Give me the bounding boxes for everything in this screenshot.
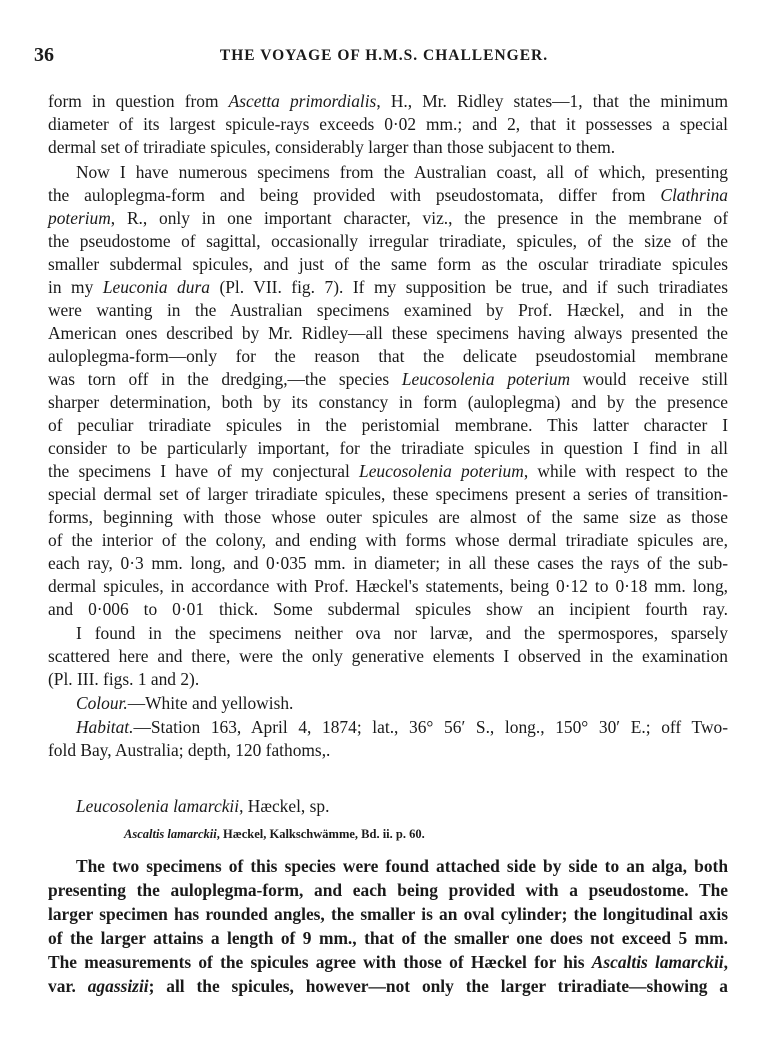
text-line: smaller subdermal spicules, and just of the same form as the oscular triradiate spicules: [48, 254, 728, 274]
text-line: was torn off in the dredging,—the species Leucosolenia poterium would receive still: [48, 369, 728, 389]
text-line: diameter of its largest spicule-rays exceeds 0·02 mm.; and 2, that it possesses a special: [48, 114, 728, 134]
text-line: larger specimen has rounded angles, the smaller is an oval cylinder; the longitudinal axis: [48, 904, 728, 924]
text-line: dermal set of triradiate spicules, considerably larger than those subjacent to them.: [48, 137, 616, 157]
text-line: the pseudostome of sagittal, occasionally irregular triradiate, spicules, of the size of the: [48, 231, 728, 251]
text-line: and 0·006 to 0·01 thick. Some subdermal spicules show an incipient fourth ray.: [48, 599, 728, 619]
synonym-ref: , Hæckel, Kalkschwämme, Bd. ii. p. 60.: [216, 827, 425, 841]
text-line: The two specimens of this species were found attached side by side to an alga, both: [76, 856, 728, 876]
synonym-name: Ascaltis lamarckii: [124, 827, 217, 841]
colour-line: [76, 692, 728, 715]
text-line: poterium, R., only in one important character, viz., the presence in the membrane of: [48, 208, 728, 228]
text-line: var. agassizii; all the spicules, however—not only the larger triradiate—showing a: [48, 976, 728, 996]
text-line: Now I have numerous specimens from the Australian coast, all of which, presenting: [76, 162, 728, 182]
text-line: auloplegma-form—only for the reason that the delicate pseudostomial membrane: [48, 346, 728, 366]
text-line: consider to be particularly important, for the triradiate spicules in question I find in all: [48, 438, 728, 458]
text-line: scattered here and there, were the only generative elements I observed in the examination: [48, 646, 728, 666]
text-line: each ray, 0·3 mm. long, and 0·035 mm. in diameter; in all these cases the rays of the sub-: [48, 553, 728, 573]
habitat-label: Habitat.: [76, 717, 134, 737]
habitat-line-2: fold Bay, Australia; depth, 120 fathoms,.: [48, 740, 331, 760]
species-heading: [76, 796, 329, 817]
colour-text: —White and yellowish.: [127, 693, 294, 713]
habitat-text: —Station 163, April 4, 1874; lat., 36° 56′ S., long., 150° 30′ E.; off Two-: [133, 717, 728, 737]
text-line: of the larger attains a length of 9 mm., that of the smaller one does not exceed 5 mm.: [48, 928, 728, 948]
running-title: THE VOYAGE OF H.M.S. CHALLENGER.: [219, 47, 549, 64]
text-line: form in question from Ascetta primordialis, H., Mr. Ridley states—1, that the minimum: [48, 91, 729, 111]
text-line: the specimens I have of my conjectural Leucosolenia poterium, while with respect to the: [48, 461, 729, 481]
colour-label: Colour.: [76, 693, 128, 713]
text-line: American ones described by Mr. Ridley—all these specimens having always presented the: [48, 323, 728, 343]
habitat-line: [76, 716, 728, 739]
text-line: of the interior of the colony, and ending with forms whose dermal triradiate spicules are,: [48, 530, 728, 550]
text-line: presenting the auloplegma-form, and each being provided with a pseudostome. The: [48, 880, 728, 900]
page-number: 36: [34, 44, 54, 66]
text-line: special dermal set of larger triradiate spicules, these specimens present a series of transition-: [48, 484, 728, 504]
text-line: sharper determination, both by its constancy in form (auloplegma) and by the presence: [48, 392, 728, 412]
species-author: , Hæckel, sp.: [239, 796, 330, 816]
text-line: (Pl. III. figs. 1 and 2).: [48, 669, 200, 689]
text-line: of peculiar triradiate spicules in the peristomial membrane. This latter character I: [48, 415, 728, 435]
text-line: in my Leuconia dura (Pl. VII. fig. 7). If my supposition be true, and if such triradiates: [48, 277, 729, 297]
text-line: dermal spicules, in accordance with Prof. Hæckel's statements, being 0·12 to 0·18 mm. long,: [48, 576, 728, 596]
text-line: were wanting in the Australian specimens examined by Prof. Hæckel, and in the: [48, 300, 728, 320]
text-line: forms, beginning with those whose outer spicules are almost of the same size as those: [48, 507, 728, 527]
page-header: [34, 44, 734, 68]
synonym-line: [124, 827, 425, 842]
text-line: the auloplegma-form and being provided with pseudostomata, differ from Clathrina: [48, 185, 728, 205]
text-line: I found in the specimens neither ova nor larvæ, and the spermospores, sparsely: [76, 623, 728, 643]
species-name: Leucosolenia lamarckii: [76, 796, 240, 816]
text-line: The measurements of the spicules agree with those of Hæckel for his Ascaltis lamarckii,: [48, 952, 728, 972]
